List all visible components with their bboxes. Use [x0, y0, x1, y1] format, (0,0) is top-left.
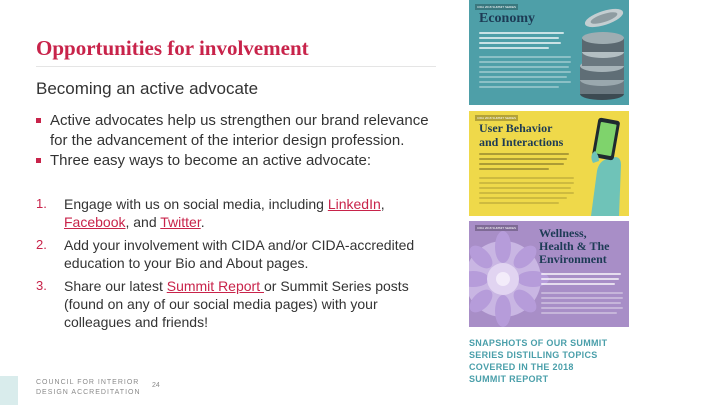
twitter-link[interactable]: Twitter: [160, 214, 201, 230]
bullet-item: [36, 151, 436, 171]
text-line-decoration: [541, 307, 623, 309]
text-line-decoration: [479, 61, 571, 63]
phone-hand-image: [581, 111, 629, 216]
summit-card-economy: [469, 0, 629, 105]
text-line-decoration: [479, 163, 564, 165]
text-line-decoration: [479, 42, 561, 44]
card-title-line: and Interactions: [479, 135, 564, 149]
text-line-decoration: [479, 47, 549, 49]
text-line-decoration: [479, 37, 559, 39]
card-title-line: Health & The: [539, 239, 610, 253]
text-line-decoration: [541, 292, 623, 294]
step-text: Add your involvement with CIDA and/or CIDA-accredited education to your Bio and About pages.: [64, 237, 415, 271]
step-item: [36, 277, 436, 331]
text-line-decoration: [479, 86, 559, 88]
text-line-decoration: [541, 278, 619, 280]
card-title: [479, 121, 563, 149]
step-text: .: [200, 214, 205, 230]
text-line-decoration: [479, 81, 571, 83]
step-text: , and: [125, 214, 161, 230]
text-line-decoration: [541, 312, 617, 314]
summit-report-link[interactable]: Summit Report: [166, 278, 264, 294]
step-number: 1.: [36, 196, 47, 211]
card-tag: CIDA 2018 SUMMIT SERIES: [477, 226, 516, 230]
caption-line: SUMMIT REPORT: [469, 374, 549, 384]
page-number: 24: [152, 382, 160, 389]
succulent-image: [469, 227, 549, 327]
step-number: 2.: [36, 237, 47, 252]
card-title-line: Wellness,: [539, 226, 587, 240]
text-line-decoration: [479, 197, 567, 199]
caption-line: SERIES DISTILLING TOPICS: [469, 350, 598, 360]
card-title-line: Environment: [539, 252, 607, 266]
step-text: Share our latest: [64, 278, 167, 294]
square-bullet-icon: [36, 158, 41, 163]
card-title-line: Economy: [479, 11, 535, 26]
coin-stack-image: [574, 2, 628, 104]
text-line-decoration: [479, 182, 574, 184]
slide-title: Opportunities for involvement: [36, 36, 309, 60]
facebook-link[interactable]: Facebook: [64, 214, 126, 230]
caption-line: COVERED IN THE 2018: [469, 362, 574, 372]
text-line-decoration: [541, 302, 621, 304]
bullet-text: Active advocates help us strengthen our brand relevance for the advancement of the interior design profession.: [50, 112, 429, 149]
text-line-decoration: [479, 71, 571, 73]
text-line-decoration: [479, 202, 559, 204]
card-title: [479, 10, 535, 27]
step-text: ,: [380, 196, 385, 212]
summit-card-user-behavior: [469, 111, 629, 216]
footer-org-line: DESIGN ACCREDITATION: [36, 389, 141, 396]
linkedin-link[interactable]: LinkedIn: [327, 196, 381, 212]
text-line-decoration: [479, 66, 569, 68]
step-item: [36, 236, 436, 272]
summit-card-wellness: [469, 221, 629, 327]
text-line-decoration: [479, 76, 567, 78]
caption-line: SNAPSHOTS OF OUR SUMMIT: [469, 338, 608, 348]
bullet-list: [36, 111, 436, 171]
text-line-decoration: [479, 192, 574, 194]
footer-organization: [36, 378, 141, 398]
card-title-line: User Behavior: [479, 121, 553, 135]
bullet-item: [36, 111, 436, 151]
sidebar-caption: [469, 337, 639, 385]
text-line-decoration: [479, 32, 564, 34]
text-line-decoration: [479, 153, 569, 155]
text-line-decoration: [479, 177, 574, 179]
footer-accent-box: [0, 376, 18, 405]
card-tag: CIDA 2018 SUMMIT SERIES: [477, 116, 516, 120]
bullet-text: Three easy ways to become an active advocate:: [50, 152, 372, 169]
text-line-decoration: [541, 273, 621, 275]
text-line-decoration: [541, 297, 623, 299]
step-number: 3.: [36, 278, 47, 293]
text-line-decoration: [479, 187, 571, 189]
text-line-decoration: [479, 56, 571, 58]
text-line-decoration: [479, 168, 549, 170]
square-bullet-icon: [36, 118, 41, 123]
card-tag: CIDA 2018 SUMMIT SERIES: [477, 5, 516, 9]
text-line-decoration: [479, 158, 567, 160]
card-title: [539, 227, 609, 266]
slide-subtitle: Becoming an active advocate: [36, 79, 259, 98]
text-line-decoration: [541, 283, 615, 285]
step-item: [36, 195, 436, 231]
title-divider: [36, 66, 436, 67]
step-text: Engage with us on social media, including: [64, 196, 328, 212]
steps-list: [36, 195, 436, 336]
step-text: or Summit Series posts (found on any of our social media pages) with your colleagues and friends!: [64, 278, 409, 330]
footer-org-line: COUNCIL FOR INTERIOR: [36, 379, 140, 386]
